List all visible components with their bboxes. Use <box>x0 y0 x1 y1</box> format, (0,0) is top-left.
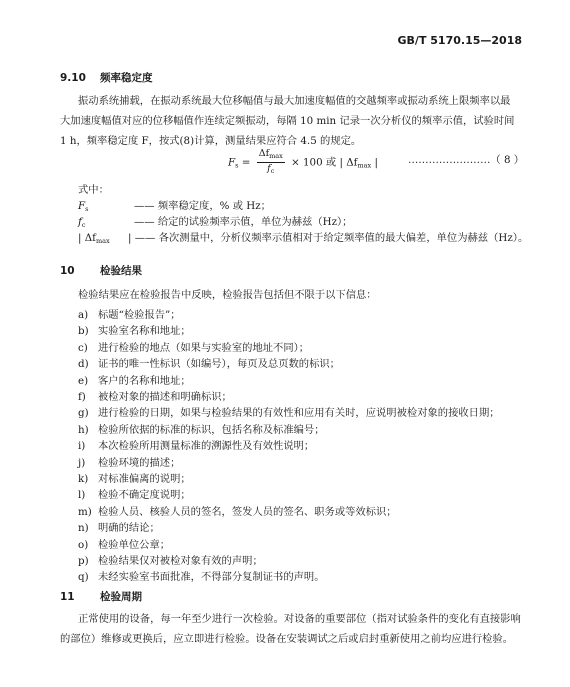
definition-row <box>78 215 85 232</box>
list-item-text: 对标准偏离的说明； <box>98 473 191 485</box>
standard-id: GB/T 5170.15—2018 <box>397 34 522 47</box>
list-item <box>78 308 181 322</box>
list-item-label: i) <box>78 440 86 453</box>
formula-lhs-sub: s <box>235 161 239 170</box>
list-item-label: n) <box>78 522 89 535</box>
definition-row <box>78 199 89 216</box>
list-item <box>78 374 191 388</box>
formula-fraction <box>257 148 285 177</box>
list-item-label: f) <box>78 391 86 403</box>
definition-text: —— 给定的试验频率示值，单位为赫兹（Hz）； <box>134 216 353 228</box>
list-item <box>78 456 180 470</box>
definition-symbol: f <box>78 216 82 228</box>
list-item <box>78 554 263 568</box>
definition-symbol-sub: c <box>81 221 86 229</box>
section-title: 检验周期 <box>100 591 142 603</box>
definition-symbol: F <box>78 200 86 212</box>
list-item-label: a) <box>78 309 89 321</box>
list-item-text: 检验所依据的标准的标识，包括名称及标准编号； <box>98 423 325 436</box>
formula-lhs: F <box>228 156 236 169</box>
paragraph-line: 1 h，频率稳定度 F，按式(8)计算，测量结果应符合 4.5 的规定。 <box>60 135 362 147</box>
formula <box>228 148 378 177</box>
list-item <box>78 324 191 338</box>
list-item-text: 检验单位公章； <box>98 538 171 551</box>
formula-tail-sub: max <box>357 161 372 170</box>
formula-numerator-sub: max <box>269 152 283 160</box>
section-heading-9-10 <box>60 70 153 85</box>
list-item <box>78 488 191 502</box>
list-item-label: c) <box>78 341 88 354</box>
list-item <box>78 390 232 404</box>
paragraph-line: 大加速度幅值对应的位移幅值作连续定频振动，每隔 10 min 记录一次分析仪的频率示值，试验时间 <box>60 115 515 127</box>
definition-text: —— 频率稳定度，% 或 Hz； <box>134 200 271 212</box>
list-item-text: 证书的唯一性标识（如编号），每页及总页数的标识； <box>98 358 340 371</box>
section-number: 9.10 <box>60 72 86 84</box>
section-intro: 检验结果应在检验报告中反映，检验报告包括但不限于以下信息： <box>78 289 377 301</box>
list-item-text: 未经实验室书面批准，不得部分复制证书的声明。 <box>98 571 325 584</box>
list-item <box>78 341 309 355</box>
where-label: 式中： <box>78 184 109 196</box>
definition-symbol: | Δf <box>78 232 96 244</box>
list-item-label: q) <box>78 571 89 584</box>
list-item <box>78 472 191 486</box>
list-item-label: h) <box>78 423 89 436</box>
list-item <box>78 439 314 453</box>
definition-text: | —— 各次测量中，分析仪频率示值相对于给定频率值的最大偏差，单位为赫兹（Hz）。 <box>128 232 529 244</box>
list-item <box>78 505 397 519</box>
formula-denominator-sub: c <box>270 167 275 175</box>
equation-number: ……………………（ 8 ） <box>408 154 525 166</box>
list-item-text: 明确的结论； <box>98 522 160 535</box>
list-item <box>78 406 500 420</box>
list-item-text: 本次检验所用测量标准的溯源性及有效性说明； <box>98 440 315 453</box>
list-item-text: 检验人员、核验人员的签名，签发人员的签名、职务或等效标识； <box>98 505 397 518</box>
formula-eq: = <box>241 156 251 169</box>
list-item-text: 进行检验的日期，如果与检验结果的有效性和应用有关时，应说明被检对象的接收日期； <box>98 407 500 420</box>
list-item-label: l) <box>78 489 86 502</box>
list-item-label: b) <box>78 325 89 338</box>
list-item-text: 客户的名称和地址； <box>98 374 191 387</box>
list-item-text: 检验不确定度说明； <box>98 489 191 502</box>
list-item-label: k) <box>78 473 89 485</box>
paragraph-line: 振动系统捕载，在振动系统最大位移幅值与最大加速度幅值的交越频率或振动系统上限频率以最 <box>78 95 511 107</box>
paragraph-line: 的部位）维修或更换后，应立即进行检验。设备在安装调试之后或启封重新使用之前均应进行检验。 <box>60 633 514 645</box>
definition-symbol-sub: s <box>85 205 89 213</box>
list-item <box>78 357 340 371</box>
section-number: 10 <box>60 265 75 277</box>
list-item-text: 被检对象的描述和明确标识； <box>98 391 232 403</box>
section-title: 频率稳定度 <box>100 72 153 84</box>
section-number: 11 <box>60 591 75 603</box>
list-item-text: 实验室名称和地址； <box>98 325 191 338</box>
list-item-text: 标题“检验报告”； <box>98 309 181 321</box>
list-item-label: j) <box>78 456 86 469</box>
list-item-label: p) <box>78 555 89 567</box>
list-item-text: 进行检验的地点（如果与实验室的地址不同）； <box>98 341 310 354</box>
list-item <box>78 423 325 437</box>
definition-symbol-sub: max <box>96 237 110 245</box>
list-item-label: o) <box>78 538 89 551</box>
formula-numerator: Δf <box>258 148 270 159</box>
list-item <box>78 521 160 535</box>
list-item-label: d) <box>78 358 89 371</box>
list-item-text: 检验结果仅对被检对象有效的声明； <box>98 555 263 567</box>
list-item-label: m) <box>78 505 92 518</box>
formula-tail: × 100 或 | Δf <box>291 156 358 169</box>
section-title: 检验结果 <box>100 265 142 277</box>
formula-tail-end: | <box>371 156 378 169</box>
paragraph-line: 正常使用的设备，每一年至少进行一次检验。对设备的重要部位（指对试验条件的变化有直接影响 <box>78 613 521 625</box>
list-item <box>78 538 170 552</box>
formula-denominator: f <box>267 163 271 174</box>
section-heading-10 <box>60 263 142 278</box>
section-heading-11 <box>60 589 142 604</box>
list-item-label: e) <box>78 374 89 387</box>
definition-row <box>78 231 110 248</box>
list-item <box>78 570 325 584</box>
list-item-label: g) <box>78 407 89 420</box>
list-item-text: 检验环境的描述； <box>98 456 181 469</box>
